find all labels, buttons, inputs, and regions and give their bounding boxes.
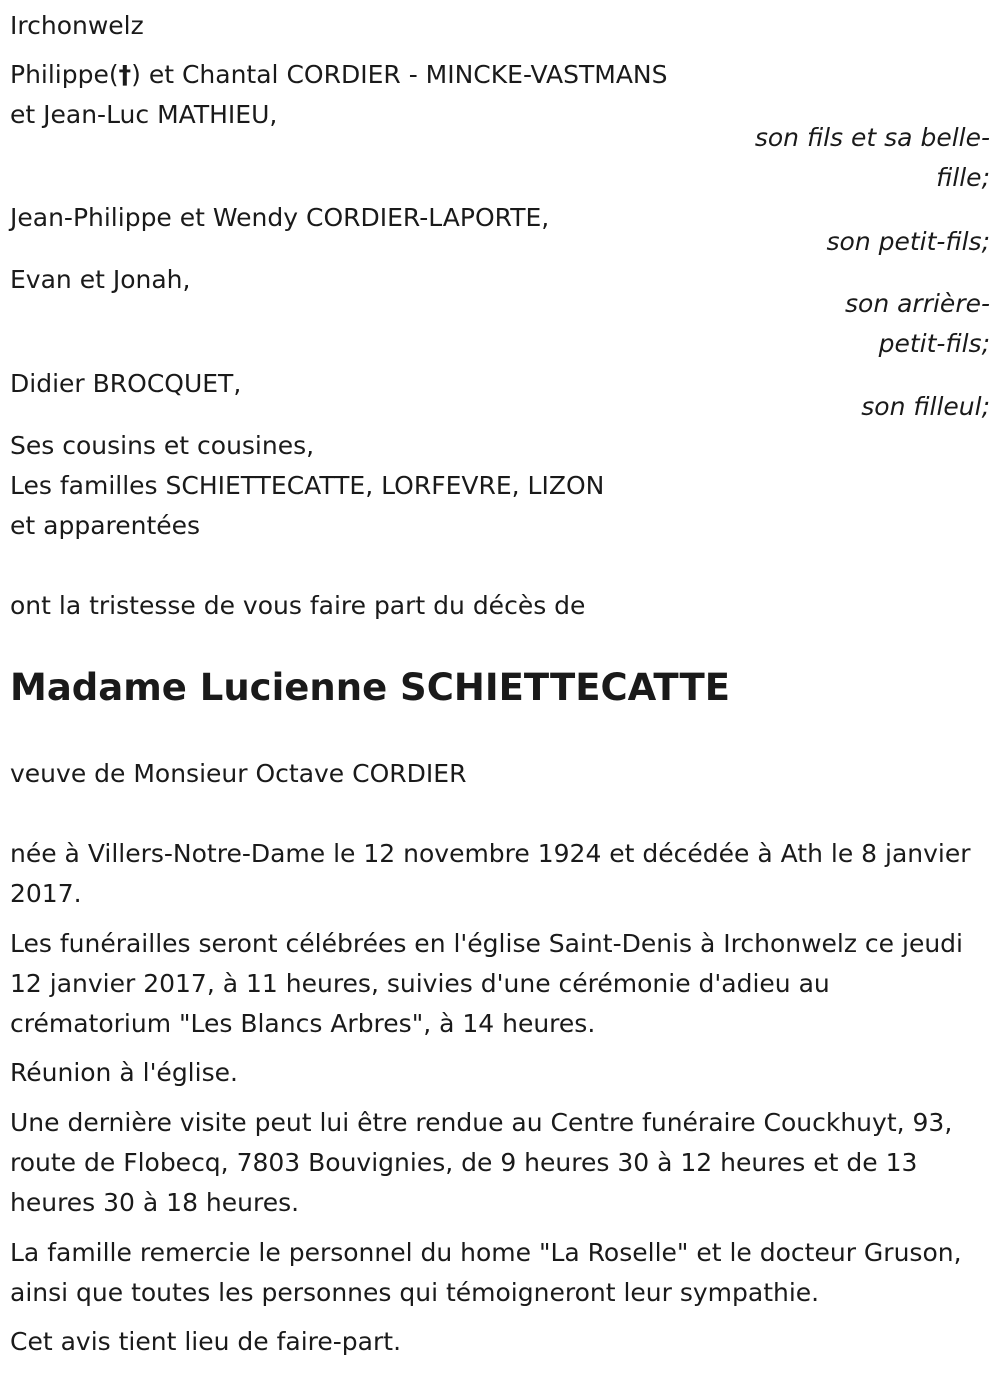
grandson-role: son petit-fils; (826, 227, 990, 256)
great-grandchildren-names: Evan et Jonah, (10, 265, 191, 294)
godson-role: son filleul; (861, 392, 990, 421)
meeting-paragraph: Réunion à l'église. (10, 1058, 238, 1087)
place-name: Irchonwelz (10, 11, 144, 40)
widow-of: veuve de Monsieur Octave CORDIER (10, 759, 467, 788)
godson-name: Didier BROCQUET, (10, 369, 242, 398)
closing-paragraph: Cet avis tient lieu de faire-part. (10, 1327, 402, 1356)
son-role-line2: fille; (936, 163, 990, 192)
son-names-part1: Philippe( (10, 60, 119, 89)
son-role-line1: son fils et sa belle- (754, 123, 990, 152)
cross-icon: † (118, 60, 132, 89)
son-names-line2: et Jean-Luc MATHIEU, (10, 100, 278, 129)
great-grandchildren-role-line2: petit-fils; (878, 329, 990, 358)
son-names (10, 55, 668, 95)
great-grandchildren-role-line1: son arrière- (845, 289, 990, 318)
related-line: et apparentées (10, 511, 201, 540)
funeral-paragraph: Les funérailles seront célébrées en l'église Saint-Denis à Irchonwelz ce jeudi 12 janvier 2017, à 11 heures, suivies d'une cérémonie d'adieu au crématorium "Les Blancs Arbres", à 14 heures. (10, 929, 963, 1038)
families-line: Les familles SCHIETTECATTE, LORFEVRE, LIZON (10, 471, 605, 500)
deceased-name: Madame Lucienne SCHIETTECATTE (10, 666, 730, 709)
birth-death-paragraph: née à Villers-Notre-Dame le 12 novembre 1924 et décédée à Ath le 8 janvier 2017. (10, 839, 971, 908)
son-names-part2: ) et Chantal CORDIER - MINCKE-VASTMANS (131, 60, 668, 89)
announcement-text: ont la tristesse de vous faire part du décès de (10, 591, 586, 620)
thanks-paragraph: La famille remercie le personnel du home "La Roselle" et le docteur Gruson, ainsi que toutes les personnes qui témoigneront leur sympathie. (10, 1238, 962, 1307)
cousins-line: Ses cousins et cousines, (10, 431, 315, 460)
visit-paragraph: Une dernière visite peut lui être rendue au Centre funéraire Couckhuyt, 93, route de Flobecq, 7803 Bouvignies, de 9 heures 30 à 12 heures et de 13 heures 30 à 18 heures. (10, 1108, 953, 1217)
grandson-names: Jean-Philippe et Wendy CORDIER-LAPORTE, (10, 203, 550, 232)
